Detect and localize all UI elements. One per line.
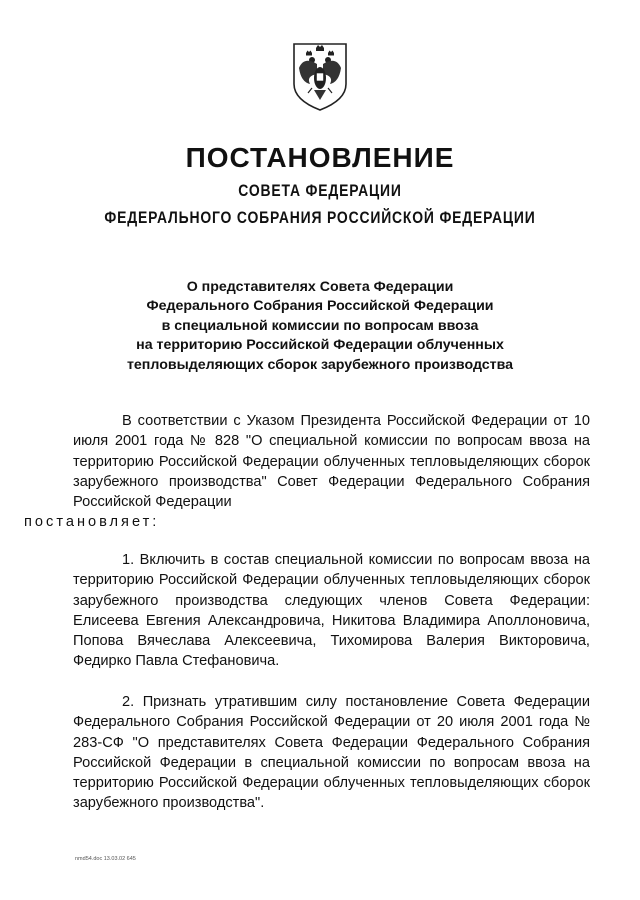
resolution-item-2: 2. Признать утратившим силу постановление Совета Федерации Федерального Собрания Российской Федерации от 20 июля 2001 года № 283-СФ "О представителях Совета Федерации Федерального Собрания Российской Федерации в специальной комиссии по вопросам ввоза на территорию Российской Федерации облученных тепловыделяющих сборок зарубежного производства". bbox=[73, 694, 590, 812]
issuer-line-2: ФЕДЕРАЛЬНОГО СОБРАНИЯ РОССИЙСКОЙ ФЕДЕРАЦИИ bbox=[104, 208, 536, 227]
resolves-word: постановляет: bbox=[24, 514, 160, 531]
preamble-text: В соответствии с Указом Президента Российской Федерации от 10 июля 2001 года № 828 "О специальной комиссии по вопросам ввоза на территорию Российской Федерации облученных тепловыделяющих сборок зарубежного производства" Совет Федерации Федерального Собрания Российской Федерации bbox=[73, 413, 590, 511]
preamble-paragraph bbox=[24, 411, 590, 533]
resolution-item-1: 1. Включить в состав специальной комиссии по вопросам ввоза на территорию Российской Федерации облученных тепловыделяющих сборок зарубежного производства следующих членов Совета Федерации: Елисеева Евгения Александровича, Никитова Владимира Аполлоновича, Попова Вячеслава Алексеевича, Тихомирова Валерия Викторовича, Федирко Павла Стефановича. bbox=[73, 552, 590, 670]
heading-line: на территорию Российской Федерации облученных bbox=[136, 337, 504, 354]
russian-coat-of-arms-icon bbox=[290, 40, 350, 112]
heading-line: Федерального Собрания Российской Федерации bbox=[146, 298, 494, 315]
document-title: ПОСТАНОВЛЕНИЕ bbox=[185, 142, 455, 173]
issuer-line-1: СОВЕТА ФЕДЕРАЦИИ bbox=[238, 181, 402, 200]
heading-line: О представителях Совета Федерации bbox=[186, 279, 454, 295]
file-info-footer: nmd54.doc 13.03.02 645 bbox=[75, 856, 136, 862]
heading-line: тепловыделяющих сборок зарубежного производства bbox=[126, 356, 514, 373]
heading-line: в специальной комиссии по вопросам ввоза bbox=[161, 317, 479, 334]
resolution-heading bbox=[80, 278, 560, 375]
